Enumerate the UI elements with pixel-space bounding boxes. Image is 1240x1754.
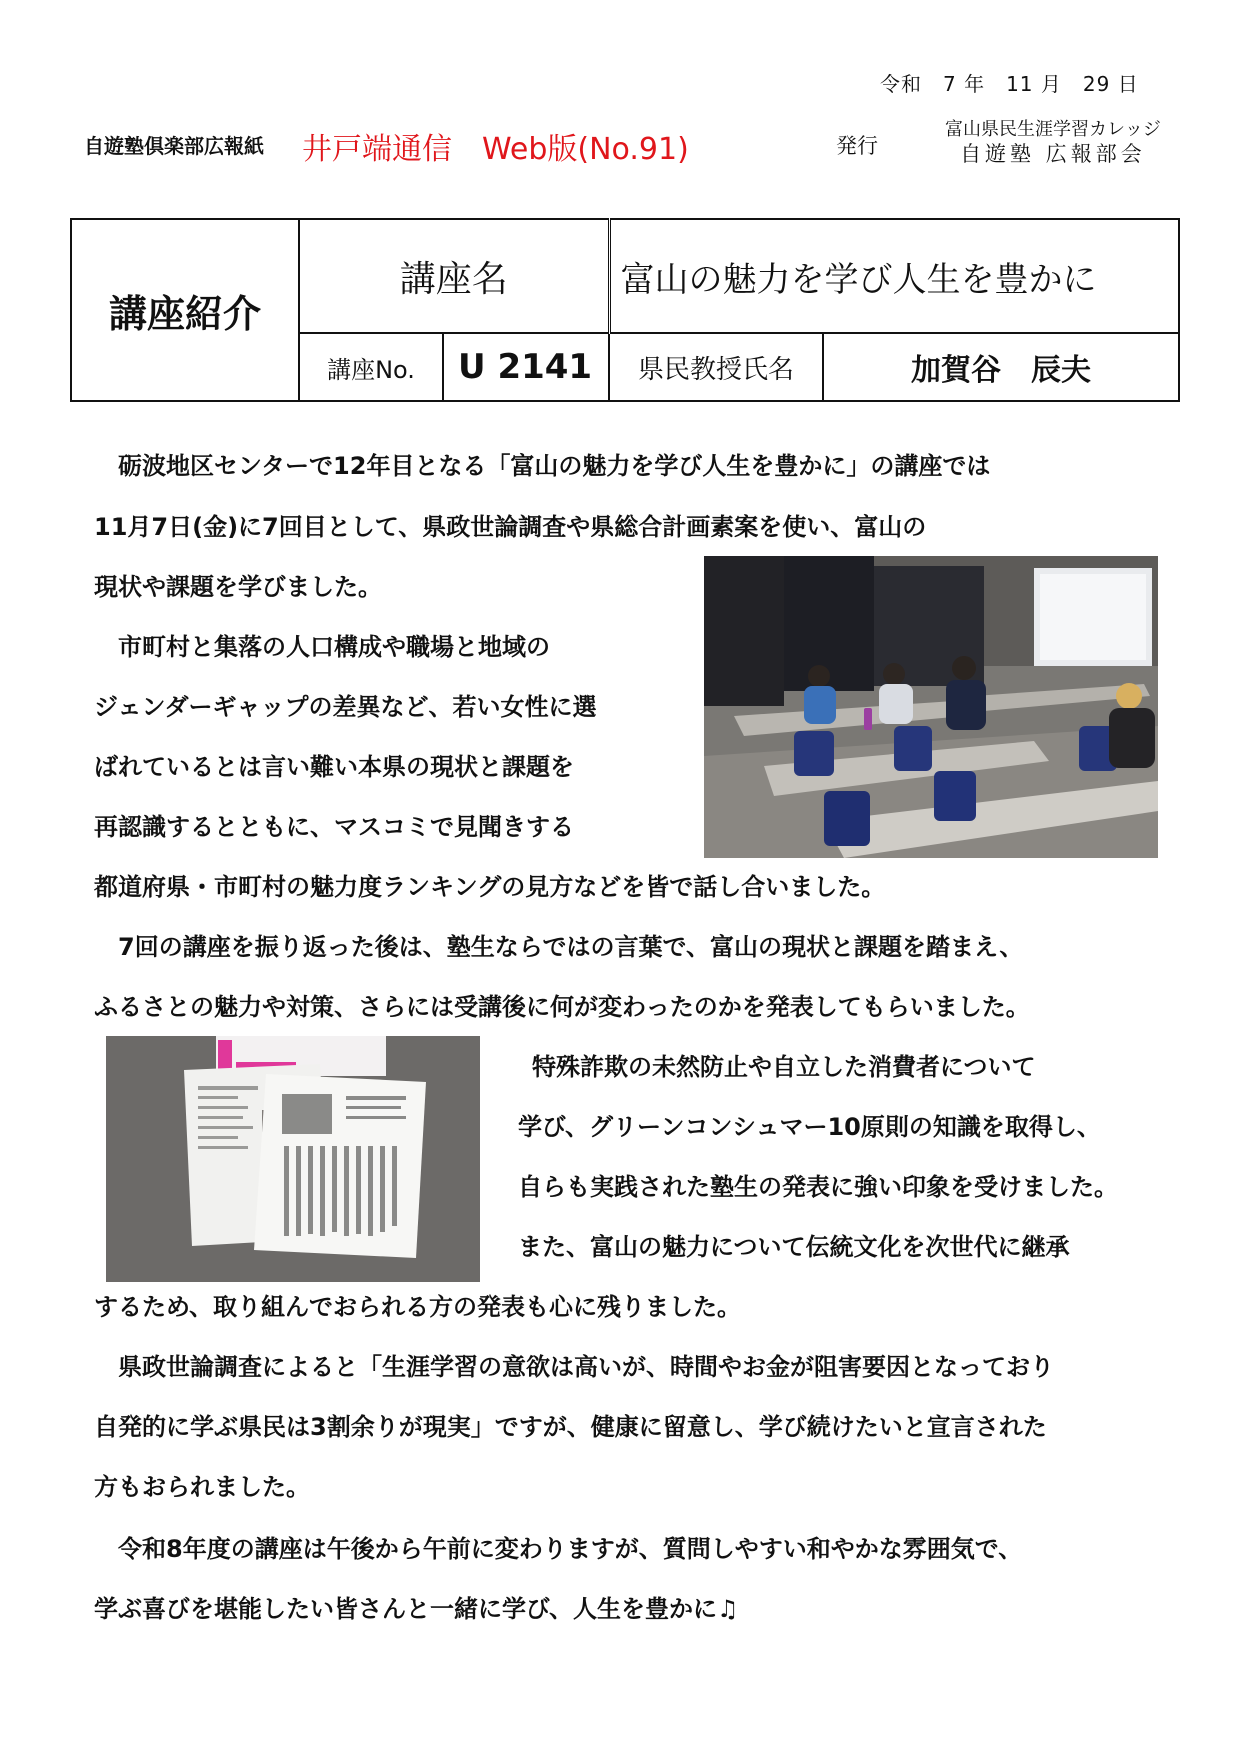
issued-label: 発行 <box>836 134 878 158</box>
body-line: また、富山の魅力について伝統文化を次世代に継承 <box>518 1233 1070 1261</box>
course-table <box>70 218 1180 402</box>
course-no-label: 講座No. <box>299 333 443 401</box>
body-line: 県政世論調査によると「生涯学習の意欲は高いが、時間やお金が阻害要因となっており <box>94 1353 1054 1381</box>
body-line: 現状や課題を学びました。 <box>94 573 382 601</box>
body-line: 11月7日(金)に7回目として、県政世論調査や県総合計画素案を使い、富山の <box>94 513 927 541</box>
handouts-photo <box>106 1036 480 1282</box>
body-line: 特殊詐欺の未然防止や自立した消費者について <box>508 1053 1036 1081</box>
body-line: するため、取り組んでおられる方の発表も心に残りました。 <box>94 1293 742 1321</box>
body-line: 学び、グリーンコンシュマー10原則の知識を取得し、 <box>518 1113 1101 1141</box>
body-line: 市町村と集落の人口構成や職場と地域の <box>94 633 550 661</box>
handouts-photo-graphic <box>106 1036 480 1282</box>
body-line: 7回の講座を振り返った後は、塾生ならではの言葉で、富山の現状と課題を踏まえ、 <box>94 933 1024 961</box>
publisher-line1: 富山県民生涯学習カレッジ <box>945 119 1161 140</box>
body-line: 令和8年度の講座は午後から午前に変わりますが、質問しやすい和やかな雰囲気で、 <box>94 1535 1023 1563</box>
issue-date: 令和 7 年 11 月 29 日 <box>880 72 1139 96</box>
course-name: 富山の魅力を学び人生を豊かに <box>609 219 1179 333</box>
course-no: U 2141 <box>443 333 609 401</box>
classroom-photo-graphic <box>704 556 1158 858</box>
newsletter-title: 井戸端通信 Web版(No.91) <box>302 132 689 167</box>
body-line: 砺波地区センターで12年目となる「富山の魅力を学び人生を豊かに」の講座では <box>94 452 991 480</box>
club-paper-label: 自遊塾倶楽部広報紙 <box>84 134 264 158</box>
body-line: 方もおられました。 <box>94 1473 310 1501</box>
body-line: ジェンダーギャップの差異など、若い女性に選 <box>94 693 597 721</box>
body-line: 再認識するとともに、マスコミで見聞きする <box>94 813 574 841</box>
body-line: 自発的に学ぶ県民は3割余りが現実」ですが、健康に留意し、学び続けたいと宣言された <box>94 1413 1047 1441</box>
professor-label: 県民教授氏名 <box>609 333 823 401</box>
body-line: ばれているとは言い難い本県の現状と課題を <box>94 753 574 781</box>
body-line: 都道府県・市町村の魅力度ランキングの見方などを皆で話し合いました。 <box>94 873 886 901</box>
course-intro-label: 講座紹介 <box>71 219 299 401</box>
course-name-label: 講座名 <box>299 219 609 333</box>
body-line: ふるさとの魅力や対策、さらには受講後に何が変わったのかを発表してもらいました。 <box>94 993 1030 1021</box>
classroom-photo <box>704 556 1158 858</box>
publisher <box>945 118 1161 166</box>
professor-name: 加賀谷 辰夫 <box>823 333 1179 401</box>
body-line: 自らも実践された塾生の発表に強い印象を受けました。 <box>518 1173 1118 1201</box>
publisher-line2: 自遊塾 広報部会 <box>960 142 1146 166</box>
body-line: 学ぶ喜びを堪能したい皆さんと一緒に学び、人生を豊かに♫ <box>94 1595 739 1623</box>
